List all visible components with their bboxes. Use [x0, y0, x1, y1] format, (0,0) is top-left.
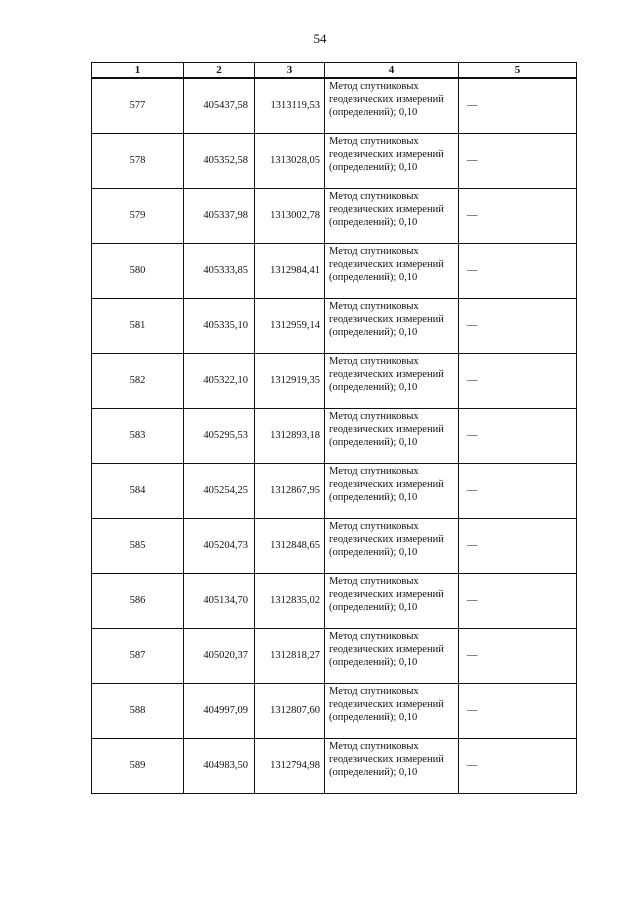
coordinate-x: 405335,10 [184, 298, 255, 353]
coordinate-x: 405134,70 [184, 573, 255, 628]
method-cell [325, 353, 459, 408]
table-row [92, 518, 577, 573]
table-row [92, 353, 577, 408]
method-cell [325, 573, 459, 628]
column-header-4: 4 [325, 63, 459, 79]
point-number: 577 [92, 78, 184, 133]
point-number: 582 [92, 353, 184, 408]
method-text: Метод спутниковых геодезических измерений (определений); 0,10 [329, 740, 444, 778]
method-cell [325, 628, 459, 683]
coordinate-x: 405352,58 [184, 133, 255, 188]
coordinate-y: 1312818,27 [255, 628, 325, 683]
note-cell: — [459, 683, 577, 738]
point-number: 583 [92, 408, 184, 463]
coordinate-x: 404997,09 [184, 683, 255, 738]
method-cell [325, 683, 459, 738]
coordinate-x: 405295,53 [184, 408, 255, 463]
coordinate-x: 405337,98 [184, 188, 255, 243]
note-cell: — [459, 133, 577, 188]
coordinate-x: 405204,73 [184, 518, 255, 573]
column-header-3: 3 [255, 63, 325, 79]
table-row [92, 243, 577, 298]
point-number: 588 [92, 683, 184, 738]
method-cell [325, 463, 459, 518]
coordinate-y: 1312848,65 [255, 518, 325, 573]
method-text: Метод спутниковых геодезических измерений (определений); 0,10 [329, 81, 444, 118]
column-header-1: 1 [92, 63, 184, 79]
table-row [92, 133, 577, 188]
coordinate-x: 405437,58 [184, 78, 255, 133]
method-cell [325, 518, 459, 573]
table-row [92, 683, 577, 738]
point-number: 589 [92, 738, 184, 793]
table-row [92, 78, 577, 133]
method-text: Метод спутниковых геодезических измерений (определений); 0,10 [329, 300, 444, 338]
coordinate-y: 1313028,05 [255, 133, 325, 188]
method-cell [325, 188, 459, 243]
method-cell [325, 78, 459, 133]
coordinate-x: 405254,25 [184, 463, 255, 518]
coordinate-y: 1313119,53 [255, 78, 325, 133]
coordinates-table [91, 62, 577, 794]
method-text: Метод спутниковых геодезических измерений (определений); 0,10 [329, 465, 444, 503]
coordinate-y: 1312959,14 [255, 298, 325, 353]
method-cell [325, 243, 459, 298]
method-cell [325, 133, 459, 188]
table-row [92, 188, 577, 243]
page-number: 54 [313, 31, 327, 46]
point-number: 579 [92, 188, 184, 243]
coordinate-y: 1313002,78 [255, 188, 325, 243]
method-cell [325, 298, 459, 353]
method-text: Метод спутниковых геодезических измерений (определений); 0,10 [329, 575, 444, 613]
point-number: 580 [92, 243, 184, 298]
coordinate-y: 1312807,60 [255, 683, 325, 738]
point-number: 578 [92, 133, 184, 188]
point-number: 584 [92, 463, 184, 518]
note-cell: — [459, 353, 577, 408]
column-header-2: 2 [184, 63, 255, 79]
note-cell: — [459, 518, 577, 573]
table-row [92, 573, 577, 628]
point-number: 581 [92, 298, 184, 353]
coordinate-y: 1312984,41 [255, 243, 325, 298]
method-text: Метод спутниковых геодезических измерений (определений); 0,10 [329, 190, 444, 228]
method-text: Метод спутниковых геодезических измерений (определений); 0,10 [329, 410, 444, 448]
method-text: Метод спутниковых геодезических измерений (определений); 0,10 [329, 245, 444, 283]
table-row [92, 628, 577, 683]
method-text: Метод спутниковых геодезических измерений (определений); 0,10 [329, 355, 444, 393]
method-text: Метод спутниковых геодезических измерений (определений); 0,10 [329, 520, 444, 558]
note-cell: — [459, 738, 577, 793]
note-cell: — [459, 573, 577, 628]
coordinate-y: 1312867,95 [255, 463, 325, 518]
method-text: Метод спутниковых геодезических измерений (определений); 0,10 [329, 685, 444, 723]
table-row [92, 298, 577, 353]
point-number: 587 [92, 628, 184, 683]
note-cell: — [459, 78, 577, 133]
point-number: 586 [92, 573, 184, 628]
note-cell: — [459, 463, 577, 518]
coordinate-x: 405333,85 [184, 243, 255, 298]
table-row [92, 463, 577, 518]
coordinate-y: 1312835,02 [255, 573, 325, 628]
note-cell: — [459, 243, 577, 298]
coordinate-y: 1312794,98 [255, 738, 325, 793]
method-text: Метод спутниковых геодезических измерений (определений); 0,10 [329, 630, 444, 668]
method-cell [325, 738, 459, 793]
coordinate-y: 1312893,18 [255, 408, 325, 463]
note-cell: — [459, 408, 577, 463]
table-row [92, 408, 577, 463]
table-header-row [92, 63, 577, 79]
note-cell: — [459, 628, 577, 683]
coordinate-x: 405322,10 [184, 353, 255, 408]
coordinate-x: 405020,37 [184, 628, 255, 683]
coordinate-y: 1312919,35 [255, 353, 325, 408]
coordinate-x: 404983,50 [184, 738, 255, 793]
note-cell: — [459, 298, 577, 353]
method-text: Метод спутниковых геодезических измерений (определений); 0,10 [329, 135, 444, 173]
point-number: 585 [92, 518, 184, 573]
table-row [92, 738, 577, 793]
note-cell: — [459, 188, 577, 243]
column-header-5: 5 [459, 63, 577, 79]
method-cell [325, 408, 459, 463]
